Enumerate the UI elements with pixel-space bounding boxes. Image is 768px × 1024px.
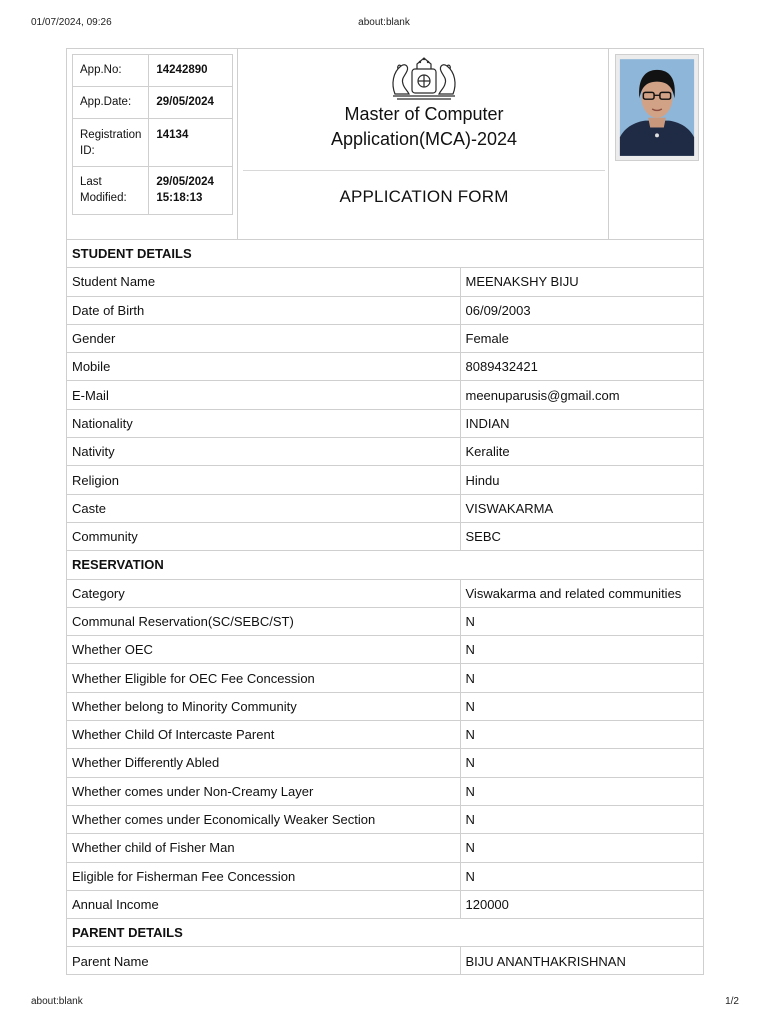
field-value: N: [460, 834, 703, 862]
field-label: E-Mail: [67, 381, 460, 409]
field-label: Eligible for Fisherman Fee Concession: [67, 862, 460, 890]
meta-value: 14242890: [149, 55, 233, 87]
field-value: N: [460, 721, 703, 749]
meta-row-app-no: [73, 55, 233, 87]
meta-row-app-date: [73, 87, 233, 119]
field-value: N: [460, 607, 703, 635]
table-row: [67, 381, 703, 409]
field-label: Whether comes under Economically Weaker Section: [67, 805, 460, 833]
table-row: [67, 721, 703, 749]
meta-label: App.No:: [73, 55, 149, 87]
section-heading-row: [67, 919, 703, 947]
section-heading: RESERVATION: [67, 551, 703, 579]
applicant-photo: [615, 54, 699, 161]
field-value: 8089432421: [460, 353, 703, 381]
table-row: [67, 268, 703, 296]
section-heading-row: [67, 240, 703, 268]
table-row: [67, 409, 703, 437]
table-row: [67, 947, 703, 975]
field-label: Student Name: [67, 268, 460, 296]
table-row: [67, 607, 703, 635]
table-row: [67, 692, 703, 720]
table-row: [67, 664, 703, 692]
table-row: [67, 296, 703, 324]
field-value: N: [460, 805, 703, 833]
meta-label: Last Modified:: [73, 167, 149, 215]
table-row: [67, 890, 703, 918]
field-label: Community: [67, 522, 460, 550]
table-row: [67, 777, 703, 805]
field-value: MEENAKSHY BIJU: [460, 268, 703, 296]
form-title-line2: Application(MCA)-2024: [330, 129, 518, 149]
table-row: [67, 324, 703, 352]
meta-value: 29/05/2024: [149, 87, 233, 119]
form-subtitle: APPLICATION FORM: [339, 187, 509, 206]
print-header: [0, 17, 768, 31]
field-value: VISWAKARMA: [460, 494, 703, 522]
field-label: Gender: [67, 324, 460, 352]
table-row: [67, 749, 703, 777]
table-row: [67, 494, 703, 522]
field-label: Whether comes under Non-Creamy Layer: [67, 777, 460, 805]
field-label: Date of Birth: [67, 296, 460, 324]
field-value: Keralite: [460, 438, 703, 466]
meta-value: 14134: [149, 119, 233, 167]
header-divider-left: [237, 49, 238, 239]
form-title: [239, 102, 609, 152]
field-value: N: [460, 777, 703, 805]
field-value: Viswakarma and related communities: [460, 579, 703, 607]
application-details-table: [67, 239, 703, 975]
field-value: INDIAN: [460, 409, 703, 437]
field-label: Mobile: [67, 353, 460, 381]
field-label: Whether Child Of Intercaste Parent: [67, 721, 460, 749]
field-value: SEBC: [460, 522, 703, 550]
table-row: [67, 353, 703, 381]
field-value: N: [460, 749, 703, 777]
table-row: [67, 522, 703, 550]
field-value: N: [460, 862, 703, 890]
state-emblem-icon: [387, 54, 461, 102]
field-label: Annual Income: [67, 890, 460, 918]
form-header: [67, 49, 703, 239]
field-label: Category: [67, 579, 460, 607]
field-value: N: [460, 636, 703, 664]
table-row: [67, 834, 703, 862]
form-title-line1: Master of Computer: [344, 104, 504, 124]
field-value: N: [460, 692, 703, 720]
field-label: Communal Reservation(SC/SEBC/ST): [67, 607, 460, 635]
field-value: Female: [460, 324, 703, 352]
field-value: N: [460, 664, 703, 692]
field-label: Nationality: [67, 409, 460, 437]
field-label: Caste: [67, 494, 460, 522]
field-label: Religion: [67, 466, 460, 494]
field-label: Nativity: [67, 438, 460, 466]
field-value: 06/09/2003: [460, 296, 703, 324]
table-row: [67, 805, 703, 833]
page-indicator: 1/2: [725, 996, 739, 1007]
meta-value: 29/05/2024 15:18:13: [149, 167, 233, 215]
meta-row-last-modified: [73, 167, 233, 215]
table-row: [67, 438, 703, 466]
table-row: [67, 579, 703, 607]
field-value: Hindu: [460, 466, 703, 494]
title-separator: [243, 170, 605, 171]
title-area: [239, 49, 609, 239]
application-sheet: [66, 48, 704, 975]
meta-label: App.Date:: [73, 87, 149, 119]
table-row: [67, 862, 703, 890]
meta-row-registration-id: [73, 119, 233, 167]
section-heading: STUDENT DETAILS: [67, 240, 703, 268]
print-timestamp: 01/07/2024, 09:26: [31, 17, 112, 28]
field-label: Whether Eligible for OEC Fee Concession: [67, 664, 460, 692]
field-label: Parent Name: [67, 947, 460, 975]
section-heading-row: [67, 551, 703, 579]
field-value: meenuparusis@gmail.com: [460, 381, 703, 409]
application-meta-table: [72, 54, 233, 215]
table-row: [67, 636, 703, 664]
field-label: Whether belong to Minority Community: [67, 692, 460, 720]
meta-label: Registration ID:: [73, 119, 149, 167]
field-label: Whether child of Fisher Man: [67, 834, 460, 862]
field-value: 120000: [460, 890, 703, 918]
section-heading: PARENT DETAILS: [67, 919, 703, 947]
print-footer: [0, 996, 768, 1010]
print-footer-url: about:blank: [31, 996, 83, 1007]
field-label: Whether Differently Abled: [67, 749, 460, 777]
field-value: BIJU ANANTHAKRISHNAN: [460, 947, 703, 975]
table-row: [67, 466, 703, 494]
field-label: Whether OEC: [67, 636, 460, 664]
print-header-url: about:blank: [358, 17, 410, 28]
